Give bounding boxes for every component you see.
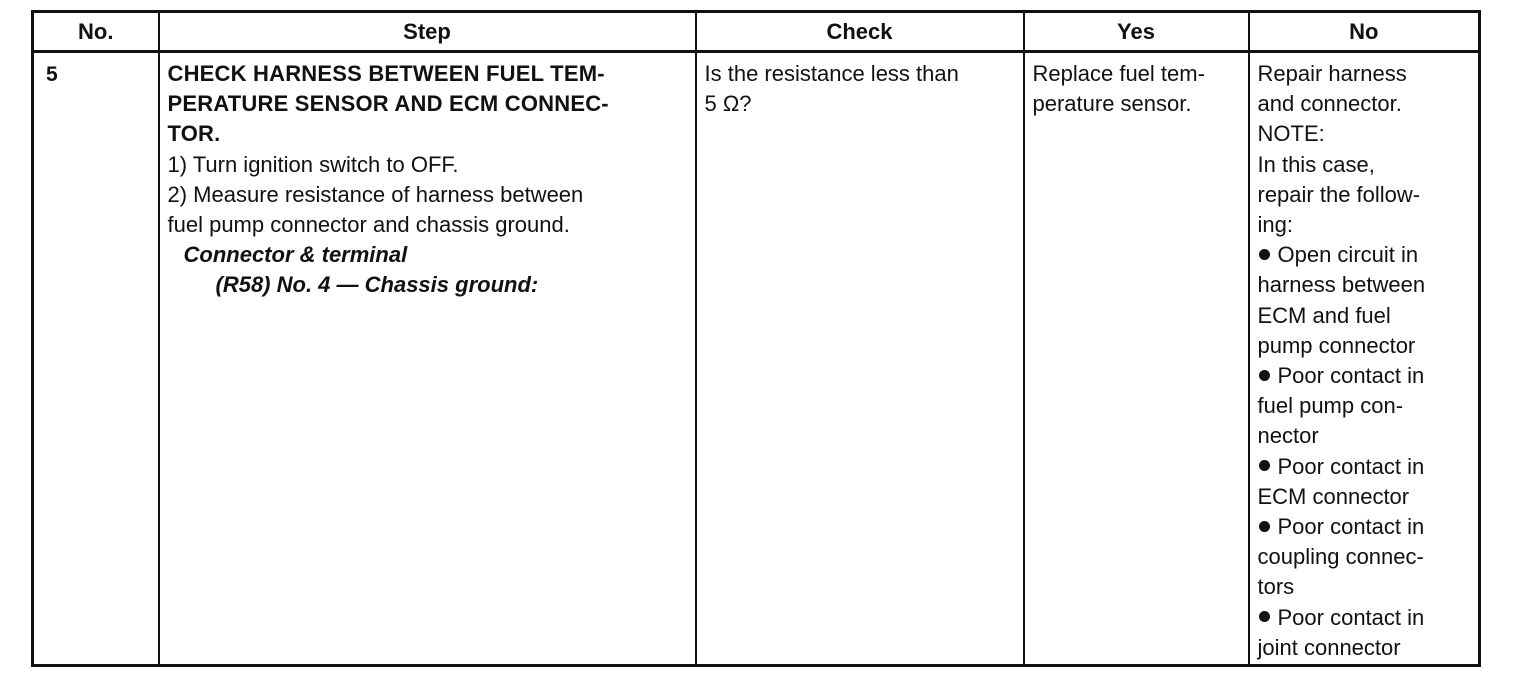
connector-label: Connector & terminal: [183, 242, 408, 268]
cell-number: [33, 52, 159, 666]
diagnostic-table: [31, 10, 1481, 667]
cell-check: [696, 52, 1024, 666]
step-title-line: PERATURE SENSOR AND ECM CONNEC-: [167, 91, 609, 117]
no-bullet-item: Poor contact in: [1258, 512, 1473, 542]
bullet-dot-icon: [1259, 249, 1270, 260]
check-line: Is the resistance less than: [704, 61, 959, 86]
table-row: [33, 52, 1480, 666]
check-line: 5 Ω?: [704, 91, 752, 117]
step-instruction-line: fuel pump connector and chassis ground.: [167, 212, 570, 238]
no-bullet-line: ECM and fuel: [1257, 302, 1391, 328]
header-row: [33, 12, 1480, 52]
cell-step: [159, 52, 696, 666]
no-intro-line: NOTE:: [1257, 121, 1325, 147]
header-step: Step: [159, 12, 696, 52]
no-intro-line: In this case,: [1257, 151, 1375, 177]
bullet-dot-icon: [1259, 521, 1270, 532]
yes-line: perature sensor.: [1032, 91, 1192, 117]
no-bullet-item: Open circuit in: [1258, 240, 1473, 270]
no-bullet-line: coupling connec-: [1257, 544, 1424, 570]
bullet-dot-icon: [1259, 370, 1270, 381]
no-intro-line: repair the follow-: [1257, 181, 1421, 207]
no-bullet-line: nector: [1257, 423, 1319, 449]
no-bullet-line: tors: [1257, 574, 1295, 600]
bullet-dot-icon: [1259, 460, 1270, 471]
no-bullet-line: joint connector: [1257, 634, 1401, 660]
no-bullet-line: pump connector: [1257, 332, 1416, 358]
step-number: 5: [46, 63, 58, 86]
step-instruction-line: 2) Measure resistance of harness between: [167, 181, 584, 207]
yes-line: Replace fuel tem-: [1032, 61, 1205, 86]
no-bullet-item: Poor contact in: [1258, 361, 1473, 391]
no-bullet-line: ECM connector: [1257, 483, 1410, 509]
no-intro-line: and connector.: [1257, 91, 1402, 117]
header-check: Check: [696, 12, 1024, 52]
step-instruction-line: 1) Turn ignition switch to OFF.: [167, 151, 459, 177]
no-bullet-item: Poor contact in: [1258, 603, 1473, 633]
step-title-line: CHECK HARNESS BETWEEN FUEL TEM-: [167, 61, 605, 86]
no-bullet-line: harness between: [1257, 272, 1426, 298]
no-intro-line: ing:: [1257, 212, 1293, 238]
cell-no: [1249, 52, 1480, 666]
connector-spec: (R58) No. 4 — Chassis ground:: [215, 272, 539, 298]
bullet-dot-icon: [1259, 611, 1270, 622]
no-bullet-line: fuel pump con-: [1257, 393, 1404, 419]
header-no-result: No: [1249, 12, 1480, 52]
no-intro-line: Repair harness: [1257, 61, 1407, 86]
step-title-line: TOR.: [167, 121, 221, 147]
header-no: No.: [33, 12, 159, 52]
no-bullet-item: Poor contact in: [1258, 452, 1473, 482]
cell-yes: [1024, 52, 1249, 666]
header-yes: Yes: [1024, 12, 1249, 52]
